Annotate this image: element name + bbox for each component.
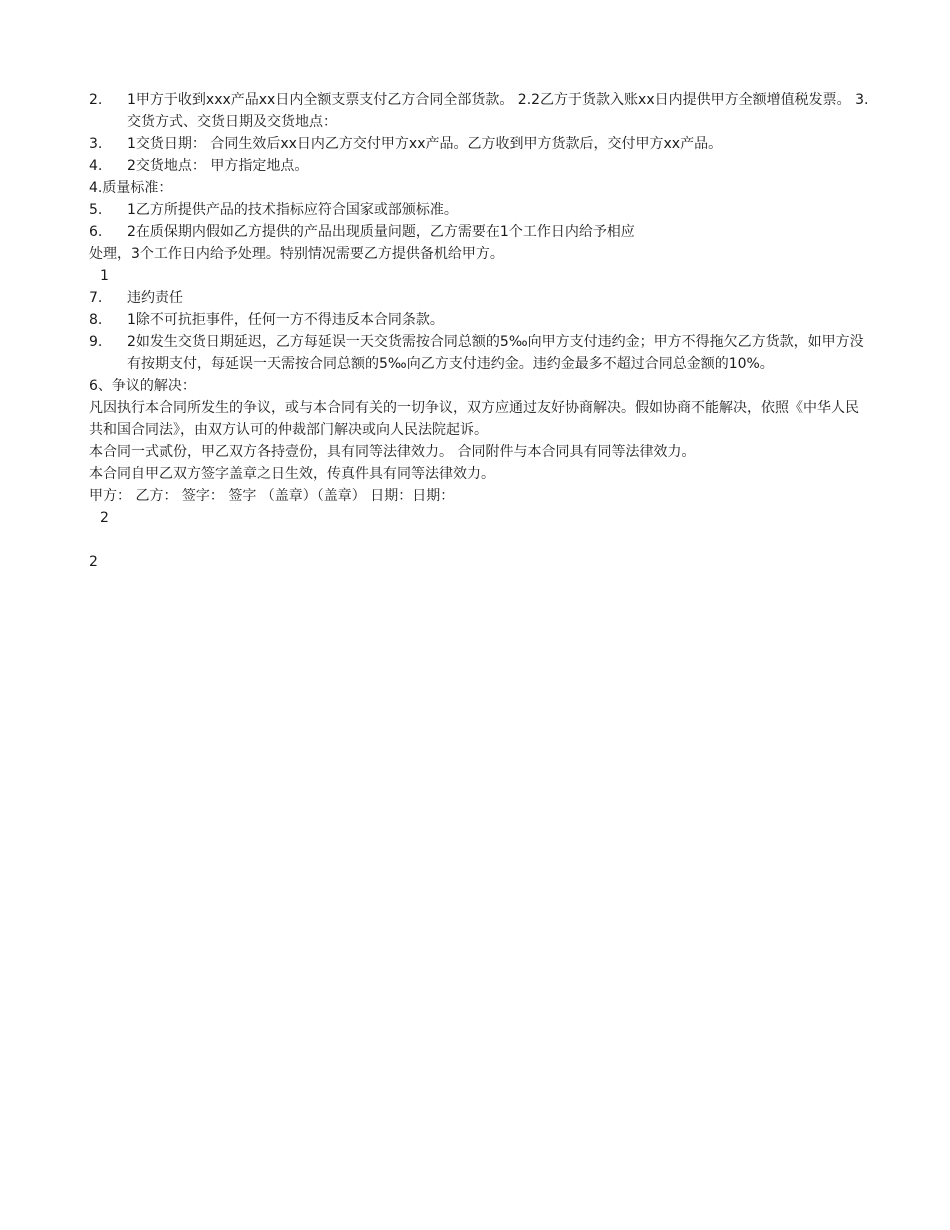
list-number: 7.: [89, 290, 103, 306]
list-number: 2.: [89, 92, 103, 108]
page-mark: 2: [100, 510, 109, 526]
list-text: 1甲方于收到xxx产品xx日内全额支票支付乙方合同全部货款。 2.2乙方于货款入账xx日内提供甲方全额增值税发票。 3.交货方式、交货日期及交货地点：: [127, 92, 869, 130]
list-item: [89, 89, 869, 133]
quality-heading: 4.质量标准：: [89, 180, 173, 196]
list-text: 1除不可抗拒事件，任何一方不得违反本合同条款。: [127, 312, 444, 328]
list-item: [89, 221, 869, 243]
page-mark: 1: [100, 268, 109, 284]
contract-document: [89, 89, 869, 573]
list-item: [89, 133, 869, 155]
page-number: 2: [89, 554, 98, 570]
list-item: [89, 199, 869, 221]
list-number: 6.: [89, 224, 103, 240]
list-item: [89, 309, 869, 331]
dispute-heading: 6、争议的解决：: [89, 378, 196, 394]
signature-line: 甲方： 乙方： 签字： 签字 （盖章）（盖章） 日期：日期：: [89, 488, 455, 504]
continuation-text: 处理，3个工作日内给予处理。特别情况需要乙方提供备机给甲方。: [89, 246, 504, 262]
list-number: 8.: [89, 312, 103, 328]
copies-text: 本合同一式贰份，甲乙双方各持壹份，具有同等法律效力。 合同附件与本合同具有同等法律效力。: [89, 444, 696, 460]
list-number: 5.: [89, 202, 103, 218]
list-number: 3.: [89, 136, 103, 152]
blank-line: [89, 529, 869, 551]
list-number: 9.: [89, 334, 103, 350]
list-text: 违约责任: [127, 290, 183, 306]
list-item: [89, 155, 869, 177]
effective-text: 本合同自甲乙双方签字盖章之日生效，传真件具有同等法律效力。: [89, 466, 495, 482]
dispute-text: 凡因执行本合同所发生的争议，或与本合同有关的一切争议，双方应通过友好协商解决。假如协商不能解决，依照《中华人民共和国合同法》，由双方认可的仲裁部门解决或向人民法院起诉。: [89, 400, 859, 438]
list-text: 2交货地点： 甲方指定地点。: [127, 158, 309, 174]
list-text: 1交货日期： 合同生效后xx日内乙方交付甲方xx产品。乙方收到甲方货款后，交付甲方xx产品。: [127, 136, 723, 152]
list-text: 2在质保期内假如乙方提供的产品出现质量问题，乙方需要在1个工作日内给予相应: [127, 224, 635, 240]
list-item: [89, 287, 869, 309]
list-text: 2如发生交货日期延迟，乙方每延误一天交货需按合同总额的5‰向甲方支付违约金；甲方不得拖欠乙方货款，如甲方没有按期支付，每延误一天需按合同总额的5‰向乙方支付违约金。违约金最多不超过合同总金额的10%。: [127, 334, 864, 372]
list-number: 4.: [89, 158, 103, 174]
list-text: 1乙方所提供产品的技术指标应符合国家或部颁标准。: [127, 202, 458, 218]
list-item: [89, 331, 869, 375]
